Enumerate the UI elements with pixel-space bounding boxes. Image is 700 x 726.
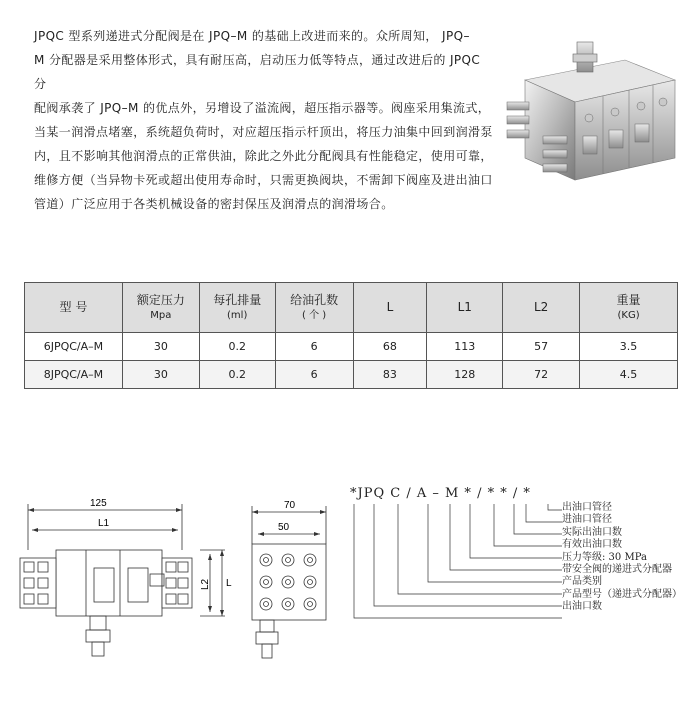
intro-line: M 分配器是采用整体形式，具有耐压高，启动压力低等特点，通过改进后的 JPQC 分	[34, 53, 481, 91]
dim-l-label: L	[226, 578, 232, 589]
front-view-drawing	[10, 490, 240, 690]
spec-table	[24, 282, 678, 389]
cell-l: 83	[353, 361, 427, 389]
intro-line: 当某一润滑点堵塞，系统超负荷时，对应超压指示杆顶出，将压力油集中回到润滑泵	[34, 125, 493, 139]
header-weight: 重量 (KG)	[580, 283, 678, 333]
legend-item: 压力等级: 30 MPa	[562, 551, 647, 563]
header-l2: L2	[503, 283, 580, 333]
dim-l2-label: L2	[200, 578, 211, 590]
cell-model: 6JPQC/A–M	[25, 333, 123, 361]
model-code-leader-lines	[350, 500, 564, 634]
header-l: L	[353, 283, 427, 333]
table-row	[25, 361, 678, 389]
intro-paragraph	[34, 24, 494, 216]
table-header-row	[25, 283, 678, 333]
header-model: 型 号	[25, 283, 123, 333]
legend-item: 进油口管径	[562, 514, 612, 526]
legend-item: 产品类别	[562, 576, 602, 588]
dim-overall-label: 125	[90, 498, 107, 509]
cell-l: 68	[353, 333, 427, 361]
legend-item: 出油口管径	[562, 502, 612, 513]
header-rated-pressure: 额定压力 Mpa	[122, 283, 199, 333]
intro-line: JPQC 型系列递进式分配阀是在 JPQ–M 的基础上改进而来的。众所周知， JPQ–	[34, 29, 470, 43]
product-photo	[505, 40, 685, 190]
header-outlet-count: 给油孔数 ( 个 )	[275, 283, 353, 333]
front-body	[56, 550, 162, 616]
cell-pressure: 30	[122, 333, 199, 361]
dim-side-inner-label: 50	[278, 522, 290, 533]
cell-pressure: 30	[122, 361, 199, 389]
legend-item: 出油口数	[562, 601, 602, 613]
cell-l2: 57	[503, 333, 580, 361]
side-view-drawing	[244, 494, 344, 664]
cell-weight: 4.5	[580, 361, 678, 389]
intro-line: 内，且不影响其他润滑点的正常供油，除此之外此分配阀具有性能稳定，使用可靠，	[34, 149, 493, 163]
cell-weight: 3.5	[580, 333, 678, 361]
cell-model: 8JPQC/A–M	[25, 361, 123, 389]
cell-l1: 128	[427, 361, 503, 389]
table-row	[25, 333, 678, 361]
legend-item: 产品型号（递进式分配器）	[562, 588, 682, 600]
legend-item: 带安全阀的递进式分配器	[562, 564, 672, 576]
cell-outlets: 6	[275, 361, 353, 389]
intro-line: 维修方便（当异物卡死或超出使用寿命时，只需更换阀块，不需卸下阀座及进出油口	[34, 173, 493, 187]
cell-l1: 113	[427, 333, 503, 361]
header-displacement: 每孔排量 (ml)	[199, 283, 275, 333]
header-l1: L1	[427, 283, 503, 333]
model-code: *JPQ C / A – M * / * * / *	[350, 486, 531, 501]
dim-side-overall-label: 70	[284, 500, 296, 511]
cell-displacement: 0.2	[199, 361, 275, 389]
cell-outlets: 6	[275, 333, 353, 361]
model-code-legend	[562, 502, 682, 614]
legend-item: 有效出油口数	[562, 539, 622, 551]
dim-l1-label: L1	[98, 518, 110, 529]
legend-item: 实际出油口数	[562, 526, 622, 538]
cell-displacement: 0.2	[199, 333, 275, 361]
intro-line: 管道）广泛应用于各类机械设备的密封保压及润滑点的润滑场合。	[34, 197, 394, 211]
cell-l2: 72	[503, 361, 580, 389]
intro-line: 配阀承袭了 JPQ–M 的优点外，另增设了溢流阀，超压指示器等。阀座采用集流式，	[34, 101, 491, 115]
